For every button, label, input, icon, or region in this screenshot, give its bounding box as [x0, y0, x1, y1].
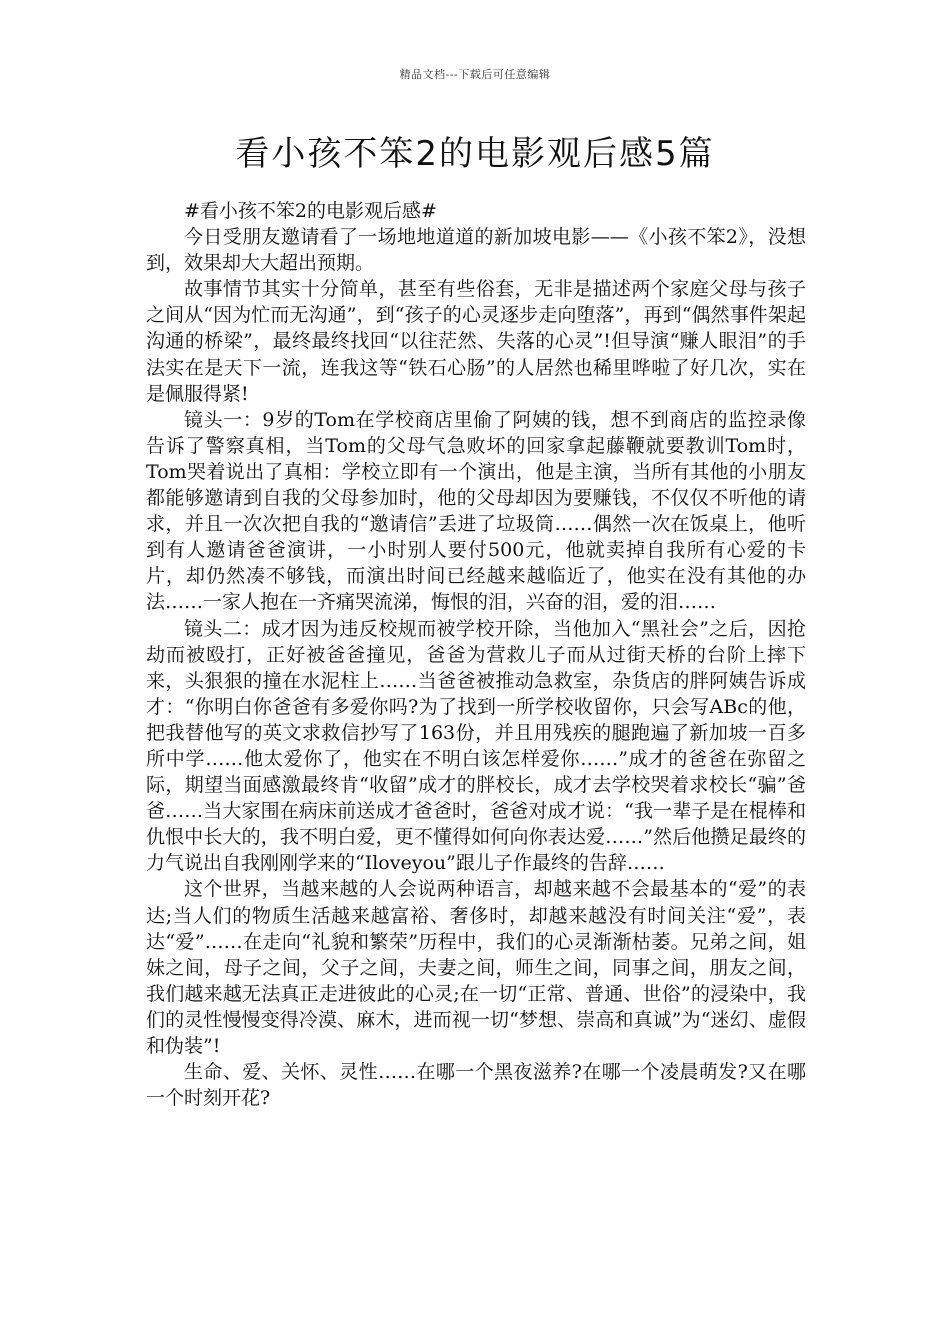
header-note: 精品文档---下载后可任意编辑: [399, 68, 551, 81]
paragraph-closing: 生命、爱、关怀、灵性……在哪一个黑夜滋养?在哪一个凌晨萌发?又在哪一个时刻开花?: [146, 1061, 806, 1110]
paragraph-intro: 今日受朋友邀请看了一场地地道道的新加坡电影——《小孩不笨2》，没想到，效果却大大超出预期。: [146, 226, 806, 275]
page-title: 看小孩不笨2的电影观后感5篇: [235, 134, 715, 174]
paragraph-plot: 故事情节其实十分简单，甚至有些俗套，无非是描述两个家庭父母与孩子之间从“因为忙而无沟通”，到“孩子的心灵逐步走向堕落”，再到“偶然事件架起沟通的桥梁”，最终最终找回“以往茫然、失落的心灵”!但导演“赚人眼泪”的手法实在是天下一流，连我这等“铁石心肠”的人居然也稀里哗啦了好几次，实在是佩服得紧!: [146, 278, 806, 405]
paragraph-reflection: 这个世界，当越来越的人会说两种语言，却越来越不会最基本的“爱”的表达;当人们的物质生活越来越富裕、奢侈时，却越来越没有时间关注“爱”，表达“爱”……在走向“礼貌和繁荣”历程中，我们的心灵渐渐枯萎。兄弟之间，姐妹之间，母子之间，父子之间，夫妻之间，师生之间，同事之间，朋友之间，我们越来越无法真正走进彼此的心灵;在一切“正常、普通、世俗”的浸染中，我们的灵性慢慢变得冷漠、麻木，进而视一切“梦想、崇高和真诚”为“迷幻、虚假和伪装”!: [146, 878, 806, 1057]
paragraph-hashtag: #看小孩不笨2的电影观后感#: [184, 200, 437, 222]
article-body: [146, 198, 806, 1111]
paragraph-scene-two: 镜头二：成才因为违反校规而被学校开除，当他加入“黑社会”之后，因抢劫而被殴打，正好被爸爸撞见，爸爸为营救儿子而从过街天桥的台阶上摔下来，头狠狠的撞在水泥柱上……当爸爸被推动急救室，杂货店的胖阿姨告诉成才：“你明白你爸爸有多爱你吗?为了找到一所学校收留你，只会写ABc的他，把我替他写的英文求救信抄写了163份，并且用残疾的腿跑遍了新加坡一百多所中学……他太爱你了，他实在不明白该怎样爱你……”成才的爸爸在弥留之际，期望当面感激最终肯“收留”成才的胖校长，成才去学校哭着求校长“骗”爸爸……当大家围在病床前送成才爸爸时，爸爸对成才说：“我一辈子是在棍棒和仇恨中长大的，我不明白爱，更不懂得如何向你表达爱……”然后他攒足最终的力气说出自我刚刚学来的“Iloveyou”跟儿子作最终的告辞……: [146, 617, 806, 875]
paragraph-scene-one: 镜头一：9岁的Tom在学校商店里偷了阿姨的钱，想不到商店的监控录像告诉了警察真相，当Tom的父母气急败坏的回家拿起藤鞭就要教训Tom时，Tom哭着说出了真相：学校立即有一个演出，他是主演，当所有其他的小朋友都能够邀请到自我的父母参加时，他的父母却因为要赚钱，不仅仅不听他的请求，并且一次次把自我的“邀请信”丢进了垃圾筒……偶然一次在饭桌上，他听到有人邀请爸爸演讲，一小时别人要付500元，他就卖掉自我所有心爱的卡片，却仍然凑不够钱，而演出时间已经越来越临近了，他实在没有其他的办法……一家人抱在一齐痛哭流涕，悔恨的泪，兴奋的泪，爱的泪……: [146, 408, 806, 614]
